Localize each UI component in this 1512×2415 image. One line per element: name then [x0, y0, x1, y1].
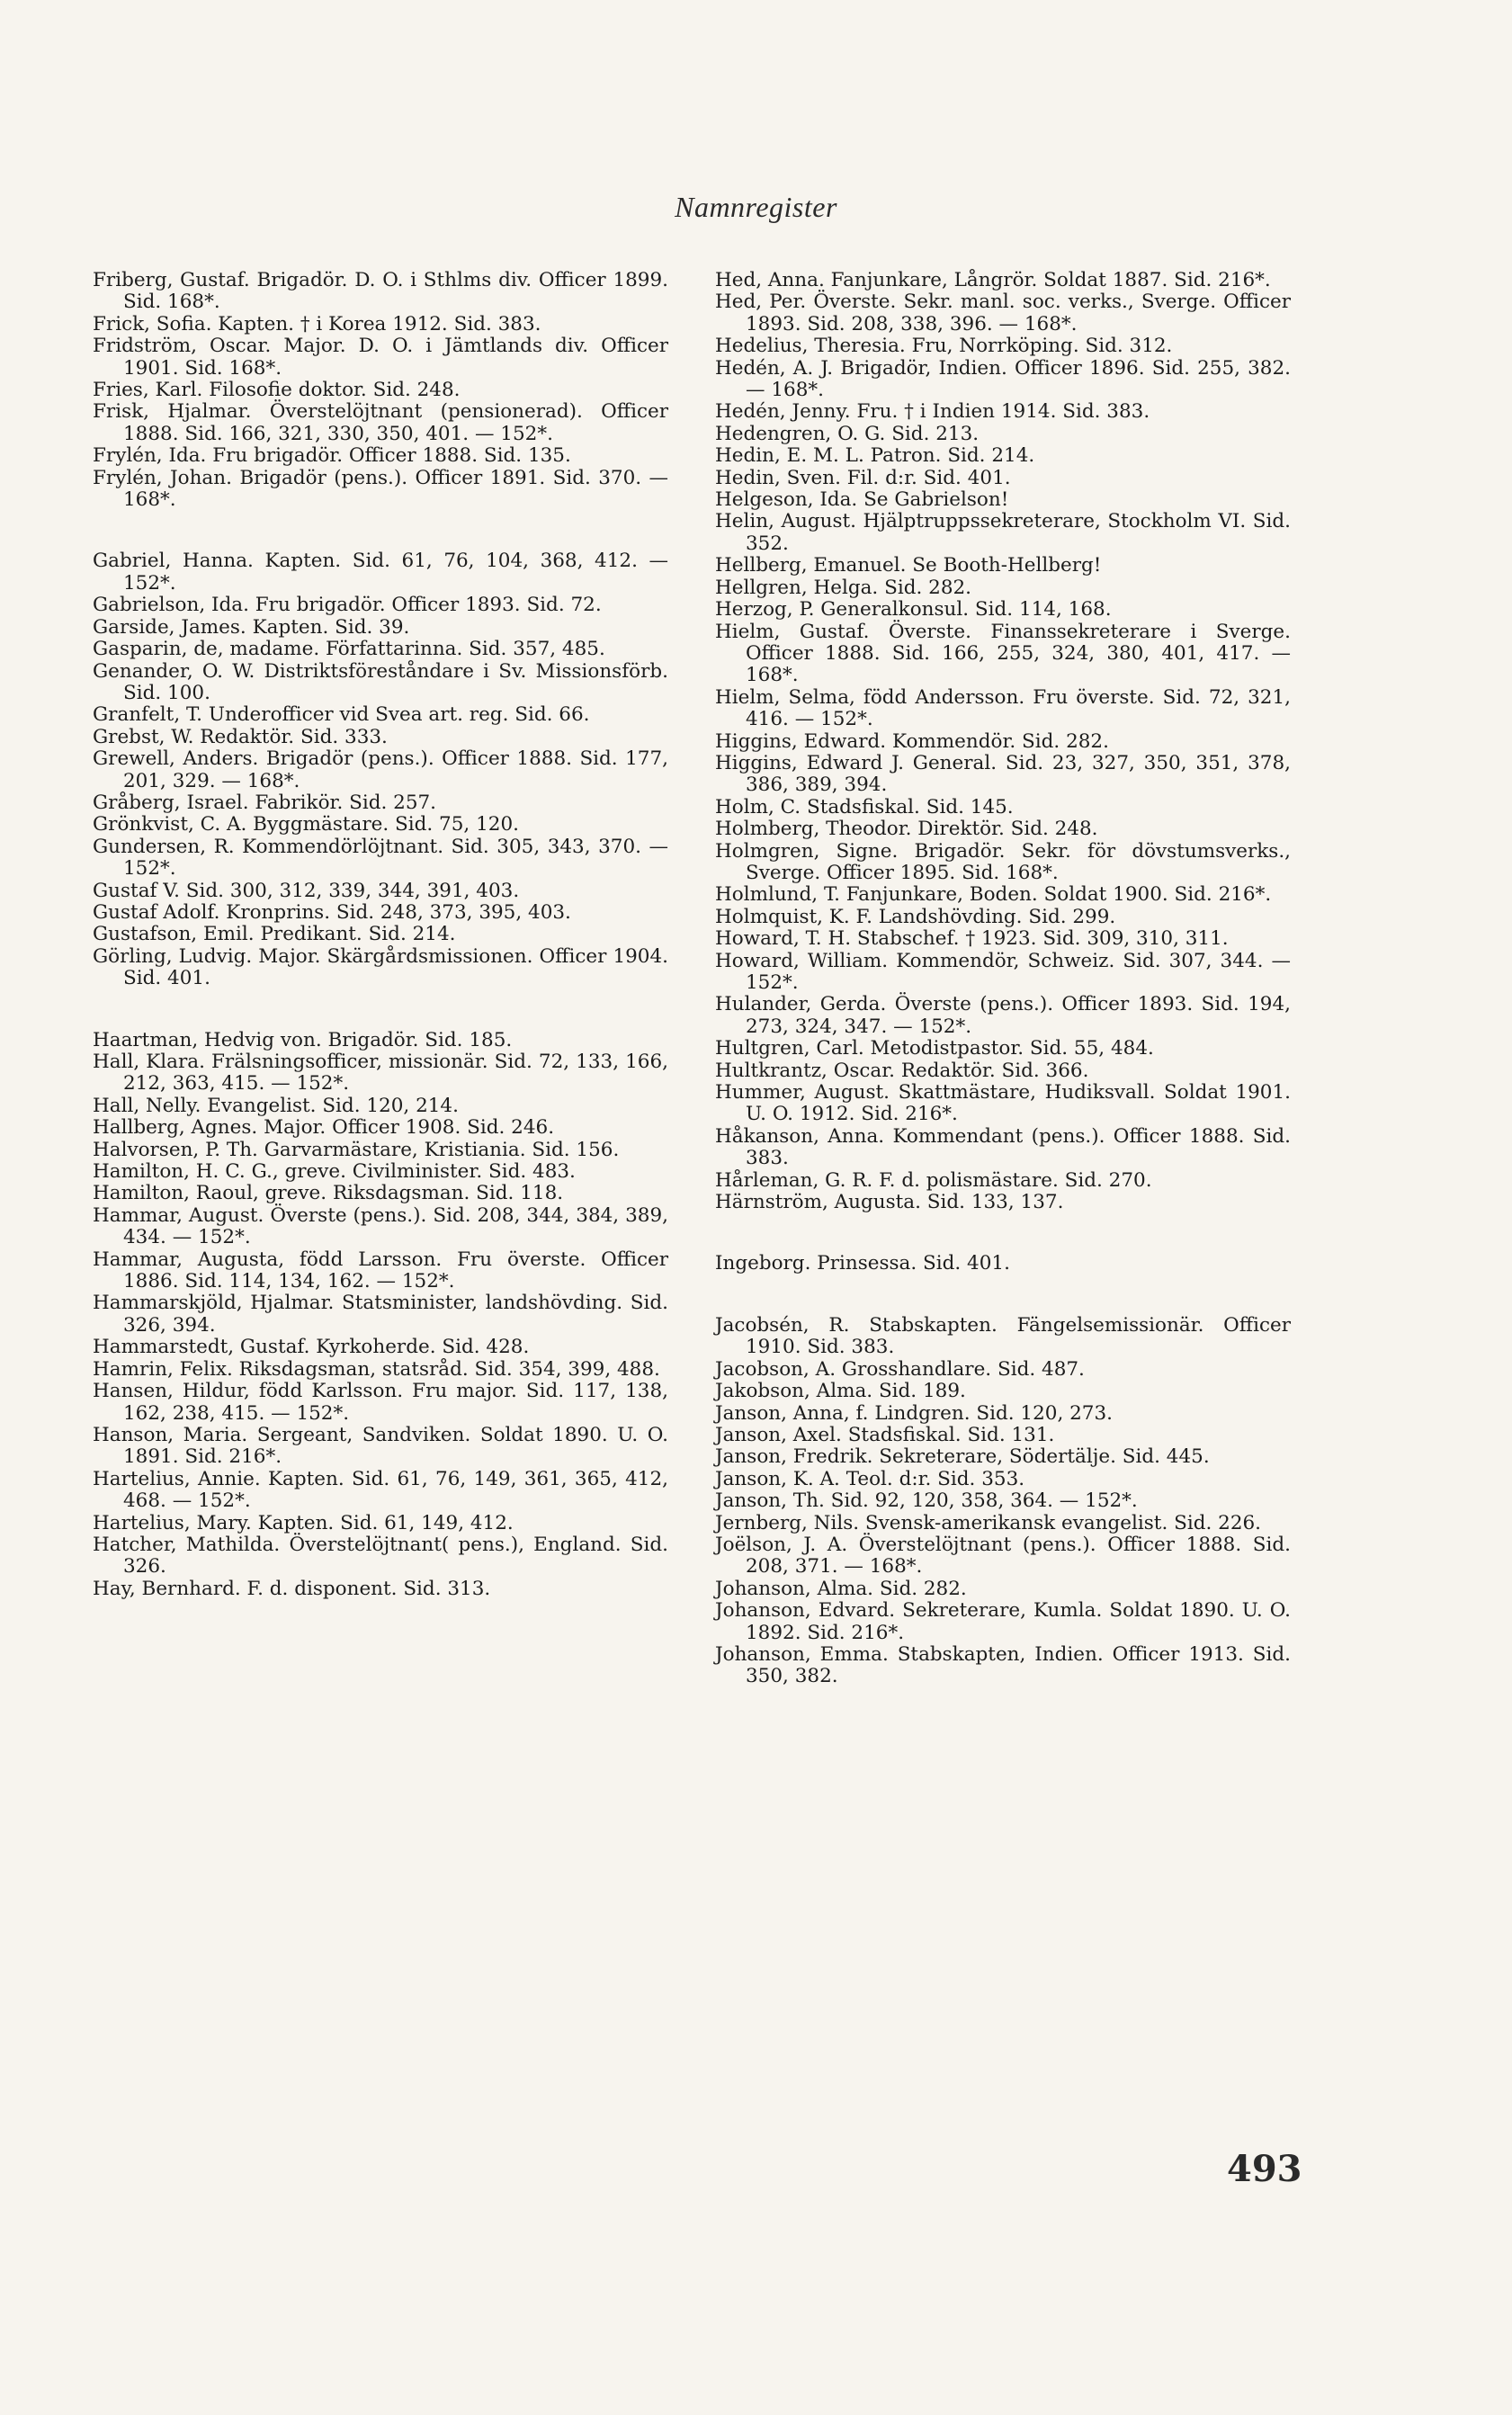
index-entry: Hall, Nelly. Evangelist. Sid. 120, 214.: [93, 1094, 459, 1117]
index-entry: Higgins, Edward J. General. Sid. 23, 327, 350, 351, 378, 386, 389, 394.: [715, 751, 1291, 797]
index-entry: Hansen, Hildur, född Karlsson. Fru major. Sid. 117, 138, 162, 238, 415. — 152*.: [93, 1380, 668, 1425]
index-entry: Hulander, Gerda. Överste (pens.). Officer 1893. Sid. 194, 273, 324, 347. — 152*.: [715, 993, 1291, 1038]
index-entry: Hamrin, Felix. Riksdagsman, statsråd. Sid. 354, 399, 488.: [93, 1357, 660, 1381]
index-entry: Johanson, Emma. Stabskapten, Indien. Officer 1913. Sid. 350, 382.: [715, 1642, 1291, 1688]
index-entry: Görling, Ludvig. Major. Skärgårdsmissionen. Officer 1904. Sid. 401.: [93, 944, 668, 990]
index-entry: Howard, William. Kommendör, Schweiz. Sid. 307, 344. — 152*.: [715, 949, 1291, 994]
index-entry: Hammar, August. Överste (pens.). Sid. 208, 344, 384, 389, 434. — 152*.: [93, 1203, 668, 1249]
index-entry: Jakobson, Alma. Sid. 189.: [715, 1380, 966, 1403]
index-entry: Hatcher, Mathilda. Överstelöjtnant( pens.), England. Sid. 326.: [93, 1533, 668, 1579]
index-entry: Granfelt, T. Underofficer vid Svea art. reg. Sid. 66.: [93, 703, 590, 727]
index-entry: Fries, Karl. Filosofie doktor. Sid. 248.: [93, 379, 461, 402]
index-entry: Howard, T. H. Stabschef. † 1923. Sid. 309, 310, 311.: [715, 927, 1229, 951]
index-entry: Hellgren, Helga. Sid. 282.: [715, 576, 972, 599]
index-entry: Holm, C. Stadsfiskal. Sid. 145.: [715, 795, 1014, 818]
index-entry: Hartelius, Mary. Kapten. Sid. 61, 149, 412.: [93, 1511, 514, 1534]
index-entry: Frick, Sofia. Kapten. † i Korea 1912. Sid. 383.: [93, 312, 541, 335]
index-entry: Gabrielson, Ida. Fru brigadör. Officer 1893. Sid. 72.: [93, 594, 602, 617]
index-entry: Grebst, W. Redaktör. Sid. 333.: [93, 725, 388, 748]
index-entry: Gustaf V. Sid. 300, 312, 339, 344, 391, 403.: [93, 879, 520, 902]
index-entry: Ingeborg. Prinsessa. Sid. 401.: [715, 1252, 1010, 1275]
index-entry: Halvorsen, P. Th. Garvarmästare, Kristiania. Sid. 156.: [93, 1138, 620, 1161]
index-entry: Hamilton, H. C. G., greve. Civilminister. Sid. 483.: [93, 1160, 576, 1184]
index-entry: Friberg, Gustaf. Brigadör. D. O. i Sthlms div. Officer 1899. Sid. 168*.: [93, 269, 668, 314]
index-entry: Johanson, Alma. Sid. 282.: [715, 1577, 967, 1600]
index-entry: Jernberg, Nils. Svensk-amerikansk evangelist. Sid. 226.: [715, 1511, 1262, 1534]
index-entry: Hay, Bernhard. F. d. disponent. Sid. 313.: [93, 1577, 491, 1600]
index-entry: Holmlund, T. Fanjunkare, Boden. Soldat 1900. Sid. 216*.: [715, 883, 1272, 907]
index-entry: Holmberg, Theodor. Direktör. Sid. 248.: [715, 818, 1098, 841]
section-gap: [715, 1213, 1291, 1253]
index-entry: Hartelius, Annie. Kapten. Sid. 61, 76, 149, 361, 365, 412, 468. — 152*.: [93, 1467, 668, 1513]
index-entry: Holmquist, K. F. Landshövding. Sid. 299.: [715, 905, 1116, 928]
index-entry: Frylén, Johan. Brigadör (pens.). Officer 1891. Sid. 370. — 168*.: [93, 466, 668, 512]
index-entry: Hallberg, Agnes. Major. Officer 1908. Sid. 246.: [93, 1116, 555, 1140]
index-entry: Janson, Fredrik. Sekreterare, Södertälje. Sid. 445.: [715, 1445, 1210, 1469]
index-entry: Grewell, Anders. Brigadör (pens.). Officer 1888. Sid. 177, 201, 329. — 168*.: [93, 747, 668, 792]
index-entry: Herzog, P. Generalkonsul. Sid. 114, 168.: [715, 598, 1112, 622]
section-gap: [93, 990, 668, 1030]
index-entry: Hummer, August. Skattmästare, Hudiksvall. Soldat 1901. U. O. 1912. Sid. 216*.: [715, 1081, 1291, 1126]
index-entry: Hielm, Selma, född Andersson. Fru överste. Sid. 72, 321, 416. — 152*.: [715, 685, 1291, 731]
index-entry: Hedelius, Theresia. Fru, Norrköping. Sid. 312.: [715, 335, 1173, 358]
index-entry: Gustaf Adolf. Kronprins. Sid. 248, 373, 395, 403.: [93, 900, 571, 924]
page-number: 493: [1227, 2148, 1302, 2190]
index-entry: Gasparin, de, madame. Författarinna. Sid. 357, 485.: [93, 638, 605, 661]
index-entry: Hedengren, O. G. Sid. 213.: [715, 422, 980, 445]
index-entry: Janson, K. A. Teol. d:r. Sid. 353.: [715, 1467, 1025, 1490]
index-entry: Jacobsén, R. Stabskapten. Fängelsemissionär. Officer 1910. Sid. 383.: [715, 1313, 1291, 1359]
index-entry: Janson, Axel. Stadsfiskal. Sid. 131.: [715, 1423, 1055, 1446]
index-entry: Hammarstedt, Gustaf. Kyrkoherde. Sid. 428.: [93, 1336, 530, 1359]
index-entry: Grönkvist, C. A. Byggmästare. Sid. 75, 120.: [93, 813, 519, 836]
index-entry: Hed, Anna. Fanjunkare, Långrör. Soldat 1887. Sid. 216*.: [715, 269, 1271, 291]
index-column-right: [715, 270, 1291, 1688]
index-entry: Hultgren, Carl. Metodistpastor. Sid. 55, 484.: [715, 1037, 1154, 1060]
index-entry: Helgeson, Ida. Se Gabrielson!: [715, 488, 1009, 512]
index-entry: Helin, August. Hjälptruppssekreterare, Stockholm VI. Sid. 352.: [715, 510, 1291, 555]
index-entry: Hanson, Maria. Sergeant, Sandviken. Soldat 1890. U. O. 1891. Sid. 216*.: [93, 1423, 668, 1469]
index-entry: Hultkrantz, Oscar. Redaktör. Sid. 366.: [715, 1059, 1089, 1082]
index-entry: Holmgren, Signe. Brigadör. Sekr. för dövstumsverks., Sverge. Officer 1895. Sid. 168*.: [715, 839, 1291, 884]
index-entry: Jacobson, A. Grosshandlare. Sid. 487.: [715, 1357, 1085, 1381]
index-entry: Hammarskjöld, Hjalmar. Statsminister, landshövding. Sid. 326, 394.: [93, 1292, 668, 1337]
index-entry: Genander, O. W. Distriktsföreståndare i Sv. Missionsförb. Sid. 100.: [93, 659, 668, 704]
index-entry: Gabriel, Hanna. Kapten. Sid. 61, 76, 104, 368, 412. — 152*.: [93, 550, 668, 595]
index-entry: Gustafson, Emil. Predikant. Sid. 214.: [93, 923, 456, 946]
section-gap: [715, 1275, 1291, 1315]
index-entry: Hedin, E. M. L. Patron. Sid. 214.: [715, 444, 1035, 468]
section-gap: [93, 511, 668, 550]
index-entry: Hedén, A. J. Brigadör, Indien. Officer 1896. Sid. 255, 382. — 168*.: [715, 356, 1291, 402]
index-entry: Hamilton, Raoul, greve. Riksdagsman. Sid. 118.: [93, 1182, 564, 1205]
index-entry: Garside, James. Kapten. Sid. 39.: [93, 615, 410, 639]
index-entry: Higgins, Edward. Kommendör. Sid. 282.: [715, 729, 1109, 753]
index-entry: Gråberg, Israel. Fabrikör. Sid. 257.: [93, 791, 437, 814]
index-column-left: [93, 270, 668, 1600]
index-entry: Fridström, Oscar. Major. D. O. i Jämtlands div. Officer 1901. Sid. 168*.: [93, 335, 668, 380]
index-entry: Hed, Per. Överste. Sekr. manl. soc. verks., Sverge. Officer 1893. Sid. 208, 338, 396. — 168*.: [715, 291, 1291, 335]
index-entry: Hårleman, G. R. F. d. polismästare. Sid. 270.: [715, 1168, 1152, 1192]
index-entry: Hall, Klara. Frälsningsofficer, missionär. Sid. 72, 133, 166, 212, 363, 415. — 152*.: [93, 1051, 668, 1096]
page-header: Namnregister: [675, 191, 837, 223]
index-entry: Hielm, Gustaf. Överste. Finanssekreterare i Sverge. Officer 1888. Sid. 166, 255, 324, 380, 401, 417. — 168*.: [715, 620, 1291, 687]
index-entry: Hammar, Augusta, född Larsson. Fru överste. Officer 1886. Sid. 114, 134, 162. — 152*.: [93, 1248, 668, 1293]
index-entry: Haartman, Hedvig von. Brigadör. Sid. 185.: [93, 1028, 513, 1051]
index-entry: Håkanson, Anna. Kommendant (pens.). Officer 1888. Sid. 383.: [715, 1124, 1291, 1170]
index-entry: Janson, Anna, f. Lindgren. Sid. 120, 273.: [715, 1401, 1113, 1425]
index-entry: Hellberg, Emanuel. Se Booth-Hellberg!: [715, 554, 1102, 577]
index-entry: Frisk, Hjalmar. Överstelöjtnant (pensionerad). Officer 1888. Sid. 166, 321, 330, 350, 401. — 152*.: [93, 400, 668, 445]
index-entry: Härnström, Augusta. Sid. 133, 137.: [715, 1191, 1064, 1214]
index-entry: Johanson, Edvard. Sekreterare, Kumla. Soldat 1890. U. O. 1892. Sid. 216*.: [715, 1599, 1291, 1644]
index-entry: Hedén, Jenny. Fru. † i Indien 1914. Sid. 383.: [715, 400, 1150, 424]
index-entry: Frylén, Ida. Fru brigadör. Officer 1888. Sid. 135.: [93, 444, 571, 468]
index-entry: Gundersen, R. Kommendörlöjtnant. Sid. 305, 343, 370. — 152*.: [93, 835, 668, 881]
index-entry: Hedin, Sven. Fil. d:r. Sid. 401.: [715, 466, 1011, 489]
index-entry: Joëlson, J. A. Överstelöjtnant (pens.). Officer 1888. Sid. 208, 371. — 168*.: [715, 1533, 1291, 1579]
index-entry: Janson, Th. Sid. 92, 120, 358, 364. — 152*.: [715, 1489, 1138, 1513]
